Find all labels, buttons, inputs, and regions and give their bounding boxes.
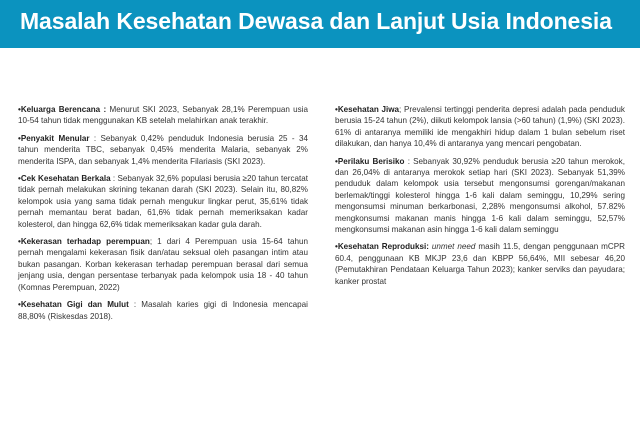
item-text: ; Prevalensi tertinggi penderita depresi adalah pada penduduk berusia 15-24 tahun (2%), diikuti kelompok lansia (>60 tahun) (1,9%) (SKI 2023). 61% di antaranya memiliki ide mengakhiri hidup dalam 1 bulan sebelum riset dilakukan, dan hanya 10,4% di antaranya yang mencari pengobatan. (335, 105, 625, 149)
item-kekerasan (18, 236, 308, 293)
item-label: •Perilaku Berisiko (335, 156, 405, 166)
item-text: : Sebanyak 32,6% populasi berusia ≥20 tahun tercatat tidak pernah melakukan skrining tekanan darah (SKI 2023). Selain itu, 80,82% kelompok usia yang sama tidak pernah mengukur lingkar perut, 35,61% tidak pernah memantau berat badan, 61,6% tidak pernah memeriksakan kadar kolesterol, dan hingga 62,6% tidak memeriksakan kadar gula darah. (18, 174, 308, 229)
item-text: : Masalah karies gigi di Indonesia mencapai 88,80% (Riskesdas 2018). (18, 300, 308, 321)
item-kesehatan-jiwa (335, 104, 625, 150)
item-penyakit-menular (18, 133, 308, 167)
item-label: •Kesehatan Reproduksi: (335, 242, 429, 252)
page-title: Masalah Kesehatan Dewasa dan Lanjut Usia Indonesia (20, 8, 612, 34)
item-gigi-mulut (18, 299, 308, 322)
left-column (18, 104, 308, 328)
item-text: : Sebanyak 0,42% penduduk Indonesia berusia 25 - 34 tahun menderita TBC, sebanyak 0,45% menderita Malaria, sebanyak 2% menderita ISPA, dan sebanyak 1,4% menderita Filariasis (SKI 2023). (18, 133, 308, 166)
right-column (335, 104, 625, 293)
item-cek-kesehatan (18, 173, 308, 230)
item-reproduksi (335, 241, 625, 287)
item-text: : Sebanyak 30,92% penduduk berusia ≥20 tahun merokok, dan 26,04% di antaranya merokok setiap hari (SKI 2023). Sebanyak 51,39% penduduk dalam kelompok usia tersebut mengonsumsi gorengan/makanan berlemak/tinggi kolesterol hingga 1-6 kali dalam seminggu, 10,29% sering mengonsumsi minuman berkarbonasi, 2,28% mengonsumsi alkohol, 57.82% mengkonsumsi makanan manis hingga 1-6 kali dalam seminggu, 52,57% mengkonsumsi makanan asin hingga 1-6 kali dalam seminggu (335, 156, 625, 235)
item-text: masih 11.5, dengan penggunaan mCPR 60.4, penggunaan KB MKJP 23,6 dan KBPP 56,64%, MII sebesar 46,20 (Pemutakhiran Pendataan Keluarga Tahun 2023); kanker serviks dan payudara; kanker prostat (335, 242, 625, 286)
item-text: ; 1 dari 4 Perempuan usia 15-64 tahun pernah mengalami kekerasan fisik dan/atau seksual oleh pasangan intim atau bukan pasangan. Korban kekerasan terhadap perempuan berasal dari semua jenjang usia, dengan persentase terbanyak pada kelompok usia 18 - 40 tahun (Komnas Perempuan, 2022) (18, 237, 308, 292)
item-label: •Kesehatan Jiwa (335, 105, 400, 114)
item-keluarga-berencana (18, 104, 308, 127)
item-label: •Cek Kesehatan Berkala (18, 174, 111, 184)
item-label: •Penyakit Menular (18, 133, 90, 143)
item-label: •Kesehatan Gigi dan Mulut (18, 300, 129, 310)
item-label: •Kekerasan terhadap perempuan (18, 237, 150, 247)
item-italic-term: unmet need (428, 242, 476, 252)
title-banner (0, 0, 640, 48)
item-label: •Keluarga Berencana : (18, 105, 107, 114)
item-perilaku-berisiko (335, 156, 625, 236)
item-text: Menurut SKI 2023, Sebanyak 28,1% Perempuan usia 10-54 tahun tidak menggunakan KB setelah melahirkan anak terakhir. (18, 105, 308, 126)
